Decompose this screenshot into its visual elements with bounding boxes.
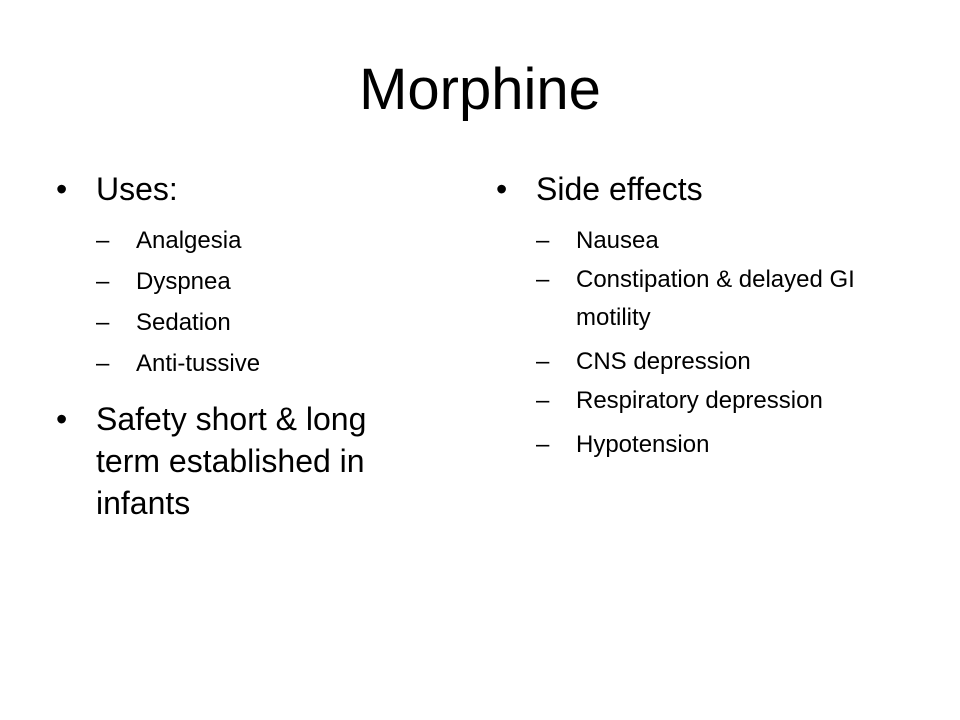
sub-item-text: Hypotension xyxy=(576,431,710,458)
uses-sublist xyxy=(56,220,436,384)
sub-item-text: CNS depression xyxy=(576,348,751,375)
left-column xyxy=(56,168,436,532)
sub-item-text: Analgesia xyxy=(136,227,242,254)
sub-item-text: Nausea xyxy=(576,227,659,254)
slide-title: Morphine xyxy=(359,57,601,122)
sub-item-sedation xyxy=(56,302,436,343)
sub-item-respiratory-depression xyxy=(496,382,876,420)
right-column xyxy=(496,168,876,479)
sub-item-constipation xyxy=(496,261,876,337)
bullet-text: Side effects xyxy=(536,171,703,207)
sub-item-analgesia xyxy=(56,220,436,261)
bullet-text: Uses: xyxy=(96,171,178,207)
sub-item-text: Anti-tussive xyxy=(136,350,261,377)
bullet-side-effects xyxy=(496,168,876,210)
sub-item-anti-tussive xyxy=(56,343,436,384)
sub-item-hypotension xyxy=(496,424,876,465)
dash-marker: – xyxy=(96,350,110,377)
dash-marker: – xyxy=(536,266,550,293)
bullet-text: Safety short & long term established in infants xyxy=(96,401,367,521)
bullet-marker: • xyxy=(496,171,508,207)
sub-item-text: Dyspnea xyxy=(136,268,231,295)
bullet-safety xyxy=(56,398,436,524)
dash-marker: – xyxy=(96,268,110,295)
bullet-marker: • xyxy=(56,401,68,437)
dash-marker: – xyxy=(536,387,550,414)
sub-item-text: Constipation & delayed GI motility xyxy=(576,266,855,331)
dash-marker: – xyxy=(536,431,550,458)
dash-marker: – xyxy=(536,227,550,254)
side-effects-sublist xyxy=(496,220,876,465)
sub-item-nausea xyxy=(496,220,876,261)
bullet-uses xyxy=(56,168,436,210)
sub-item-cns-depression xyxy=(496,341,876,382)
sub-item-dyspnea xyxy=(56,261,436,302)
sub-item-text: Sedation xyxy=(136,309,231,336)
dash-marker: – xyxy=(96,309,110,336)
dash-marker: – xyxy=(536,348,550,375)
bullet-marker: • xyxy=(56,171,68,207)
sub-item-text: Respiratory depression xyxy=(576,387,823,414)
dash-marker: – xyxy=(96,227,110,254)
